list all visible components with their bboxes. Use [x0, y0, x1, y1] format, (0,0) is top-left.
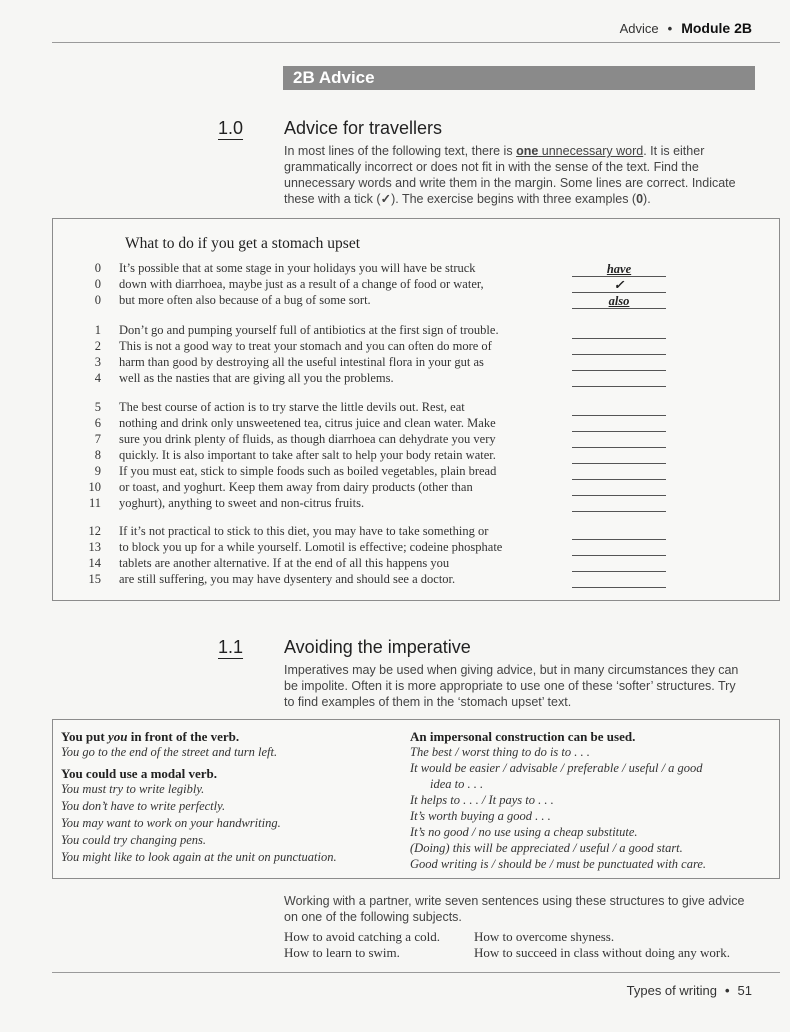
- exercise-line: [81, 339, 492, 354]
- line-number: 6: [94, 416, 101, 430]
- header-section: Advice: [619, 21, 659, 36]
- example-line: It’s worth buying a good . . .: [410, 809, 551, 823]
- line-number: 10: [88, 480, 101, 494]
- line-number: 2: [94, 339, 101, 353]
- line-number: 7: [94, 432, 101, 446]
- answer-blank[interactable]: [572, 449, 666, 464]
- example-line: It would be easier / advisable / preferable / useful / a good: [410, 761, 703, 775]
- structure-heading: An impersonal construction can be used.: [410, 729, 636, 744]
- footer-rule: [52, 972, 780, 973]
- line-number: 13: [88, 540, 101, 554]
- page-number: 51: [737, 983, 752, 998]
- line-number: 12: [88, 524, 101, 538]
- exercise-line: [81, 323, 499, 338]
- answer-blank[interactable]: [572, 497, 666, 512]
- section-title: Avoiding the imperative: [284, 637, 471, 657]
- bullet-dot: •: [724, 983, 730, 998]
- header-rule: [52, 42, 780, 43]
- line-number: 3: [94, 355, 101, 369]
- line-text: The best course of action is to try starve the little devils out. Rest, eat: [119, 400, 465, 414]
- line-number: 8: [94, 448, 101, 462]
- exercise-line: [81, 496, 364, 511]
- task-instruction: Working with a partner, write seven sentences using these structures to give advice on one of the following subjects.: [284, 894, 745, 924]
- example-line: The best / worst thing to do is to . . .: [410, 745, 590, 759]
- answer-blank[interactable]: [572, 525, 666, 540]
- line-text: down with diarrhoea, maybe just as a result of a change of food or water,: [119, 277, 484, 291]
- answer-blank[interactable]: [572, 372, 666, 387]
- subject-item: How to learn to swim.: [284, 945, 400, 960]
- section-number: 1.1: [218, 637, 244, 657]
- line-number: 9: [94, 464, 101, 478]
- section-number: 1.0: [218, 118, 244, 138]
- answer-blank[interactable]: have: [572, 262, 666, 277]
- answer-blank[interactable]: also: [572, 294, 666, 309]
- exercise-box: [52, 218, 780, 601]
- structures-box: [52, 719, 780, 879]
- line-text: but more often also because of a bug of some sort.: [119, 293, 371, 307]
- answer-blank[interactable]: [572, 401, 666, 416]
- answer-blank[interactable]: [572, 481, 666, 496]
- example-line: It helps to . . . / It pays to . . .: [410, 793, 554, 807]
- line-number: 11: [88, 496, 101, 510]
- example-line: You don’t have to write perfectly.: [61, 799, 226, 813]
- answer-blank[interactable]: [572, 356, 666, 371]
- running-header: [620, 20, 752, 36]
- exercise-line: [81, 277, 484, 292]
- exercise-line: [81, 432, 496, 447]
- exercise-line: [81, 556, 449, 571]
- exercise-line: [81, 400, 465, 415]
- exercise-line: [81, 464, 496, 479]
- line-text: Don’t go and pumping yourself full of antibiotics at the first sign of trouble.: [119, 323, 499, 337]
- example-line: You could try changing pens.: [61, 833, 207, 847]
- line-text: well as the nasties that are giving all you the problems.: [119, 371, 394, 385]
- line-text: sure you drink plenty of fluids, as though diarrhoea can dehydrate you very: [119, 432, 496, 446]
- running-footer: [627, 983, 752, 998]
- line-text: If it’s not practical to stick to this diet, you may have to take something or: [119, 524, 489, 538]
- footer-label: Types of writing: [626, 983, 717, 998]
- line-text: This is not a good way to treat your stomach and you can often do more of: [119, 339, 492, 353]
- line-number: 0: [94, 277, 101, 291]
- answer-blank[interactable]: [572, 433, 666, 448]
- line-number: 1: [94, 323, 101, 337]
- line-number: 5: [94, 400, 101, 414]
- line-text: quickly. It is also important to take after salt to help your body retain water.: [119, 448, 496, 462]
- line-number: 0: [94, 293, 101, 307]
- answer-blank[interactable]: [572, 541, 666, 556]
- exercise-line: [81, 371, 394, 386]
- line-text: nothing and drink only unsweetened tea, citrus juice and clean water. Make: [119, 416, 496, 430]
- exercise-line: [81, 524, 488, 539]
- line-number: 15: [88, 572, 101, 586]
- example-line: You might like to look again at the unit on punctuation.: [61, 850, 337, 864]
- exercise-line: [81, 448, 496, 463]
- example-line: idea to . . .: [430, 777, 484, 791]
- line-text: If you must eat, stick to simple foods such as boiled vegetables, plain bread: [119, 464, 497, 478]
- section-banner: 2B Advice: [283, 66, 755, 90]
- answer-blank[interactable]: [572, 417, 666, 432]
- exercise-line: [81, 572, 455, 587]
- answer-blank[interactable]: [572, 324, 666, 339]
- answer-blank[interactable]: [572, 557, 666, 572]
- line-text: yoghurt), anything to sweet and non-citrus fruits.: [119, 496, 365, 510]
- subject-item: How to succeed in class without doing any work.: [474, 945, 730, 960]
- example-line: You must try to write legibly.: [61, 782, 205, 796]
- example-line: You may want to work on your handwriting.: [61, 816, 281, 830]
- exercise-line: [81, 480, 473, 495]
- answer-blank[interactable]: [572, 340, 666, 355]
- exercise-title: What to do if you get a stomach upset: [125, 235, 361, 252]
- line-text: It’s possible that at some stage in your holidays you will have be struck: [119, 261, 476, 275]
- line-text: are still suffering, you may have dysentery and should see a doctor.: [119, 572, 456, 586]
- bullet-dot: •: [667, 21, 673, 36]
- line-number: 0: [94, 261, 101, 275]
- exercise-line: [81, 355, 484, 370]
- section-intro: Imperatives may be used when giving advice, but in many circumstances they can be impolite. Often it is more appropriate to use one of these ‘softer’ structures. Try to find examples of them in the ‘stomach upset’ text.: [284, 663, 739, 709]
- line-number: 4: [94, 371, 101, 385]
- line-text: tablets are another alternative. If at the end of all this happens you: [119, 556, 450, 570]
- exercise-line: [81, 416, 496, 431]
- line-text: or toast, and yoghurt. Keep them away from dairy products (other than: [119, 480, 473, 494]
- structure-heading: You put you in front of the verb.: [61, 729, 240, 744]
- structure-heading: You could use a modal verb.: [61, 766, 218, 781]
- example-line: It’s no good / no use using a cheap substitute.: [410, 825, 638, 839]
- subject-item: How to overcome shyness.: [474, 929, 615, 944]
- exercise-line: [81, 261, 476, 276]
- line-text: harm than good by destroying all the useful intestinal flora in your gut as: [119, 355, 484, 369]
- answer-blank[interactable]: [572, 465, 666, 480]
- line-number: 14: [88, 556, 101, 570]
- example-line: (Doing) this will be appreciated / useful / a good start.: [410, 841, 683, 855]
- header-module: Module 2B: [681, 20, 752, 36]
- line-text: to block you up for a while yourself. Lomotil is effective; codeine phosphate: [119, 540, 503, 554]
- exercise-line: [81, 540, 502, 555]
- exercise-line: [81, 293, 371, 308]
- answer-blank[interactable]: [572, 573, 666, 588]
- example-line: Good writing is / should be / must be punctuated with care.: [410, 857, 707, 871]
- example-line: You go to the end of the street and turn left.: [61, 745, 278, 759]
- answer-blank[interactable]: ✓: [572, 278, 666, 293]
- subject-item: How to avoid catching a cold.: [284, 929, 440, 944]
- section-title: Advice for travellers: [284, 118, 443, 138]
- section-intro: In most lines of the following text, there is one unnecessary word. It is either grammatically incorrect or does not fit in with the sense of the text. Find the unnecessary words and write them in the margin. Some lines are correct. Indicate these with a tick (✓). The exercise begins with three examples (0).: [284, 144, 736, 206]
